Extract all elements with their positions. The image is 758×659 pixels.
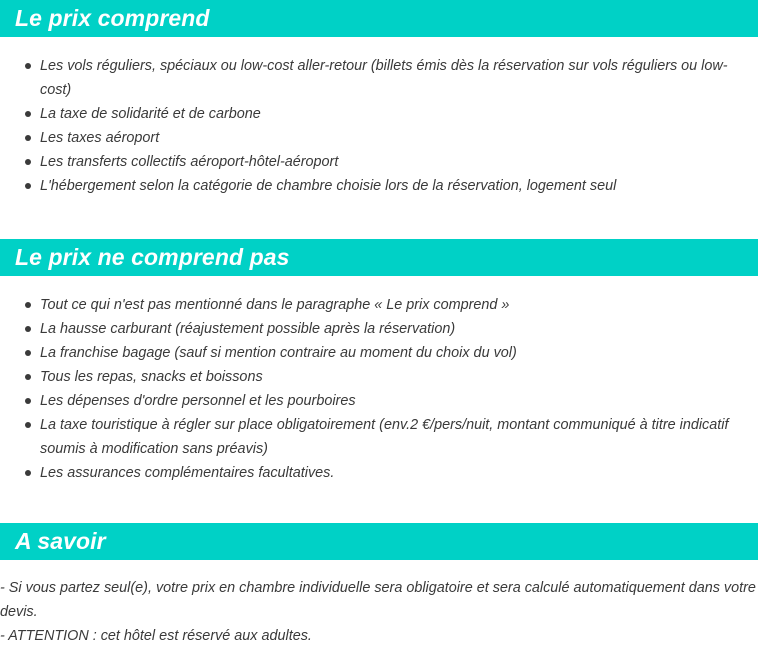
list-item: Tout ce qui n'est pas mentionné dans le paragraphe « Le prix comprend » [24,293,758,317]
bullet-list [0,293,758,485]
section-title: Le prix ne comprend pas [15,244,290,270]
section-good-to-know [0,523,758,648]
section-price-excludes [0,239,758,485]
list-item: L'hébergement selon la catégorie de chambre choisie lors de la réservation, logement seul [24,174,758,198]
list-item: Les transferts collectifs aéroport-hôtel-aéroport [24,150,758,174]
list-item: La taxe touristique à régler sur place obligatoirement (env.2 €/pers/nuit, montant communiqué à titre indicatif soumis à modification sans préavis) [24,413,758,461]
section-header [0,239,758,276]
section-header [0,523,758,560]
bullet-list [0,54,758,198]
section-header [0,0,758,37]
notes-block [0,576,758,648]
section-title: A savoir [15,528,106,554]
list-item: Les assurances complémentaires facultatives. [24,461,758,485]
list-item: Les taxes aéroport [24,126,758,150]
note-line: - ATTENTION : cet hôtel est réservé aux adultes. [0,628,312,644]
list-item: Les dépenses d'ordre personnel et les pourboires [24,389,758,413]
list-item: La franchise bagage (sauf si mention contraire au moment du choix du vol) [24,341,758,365]
section-price-includes [0,0,758,198]
list-item: La taxe de solidarité et de carbone [24,102,758,126]
section-title: Le prix comprend [15,5,210,31]
list-item: La hausse carburant (réajustement possible après la réservation) [24,317,758,341]
list-item: Les vols réguliers, spéciaux ou low-cost aller-retour (billets émis dès la réservation sur vols réguliers ou low-cost) [24,54,758,102]
note-line: - Si vous partez seul(e), votre prix en chambre individuelle sera obligatoire et sera calculé automatiquement dans votre devis. [0,580,756,620]
list-item: Tous les repas, snacks et boissons [24,365,758,389]
